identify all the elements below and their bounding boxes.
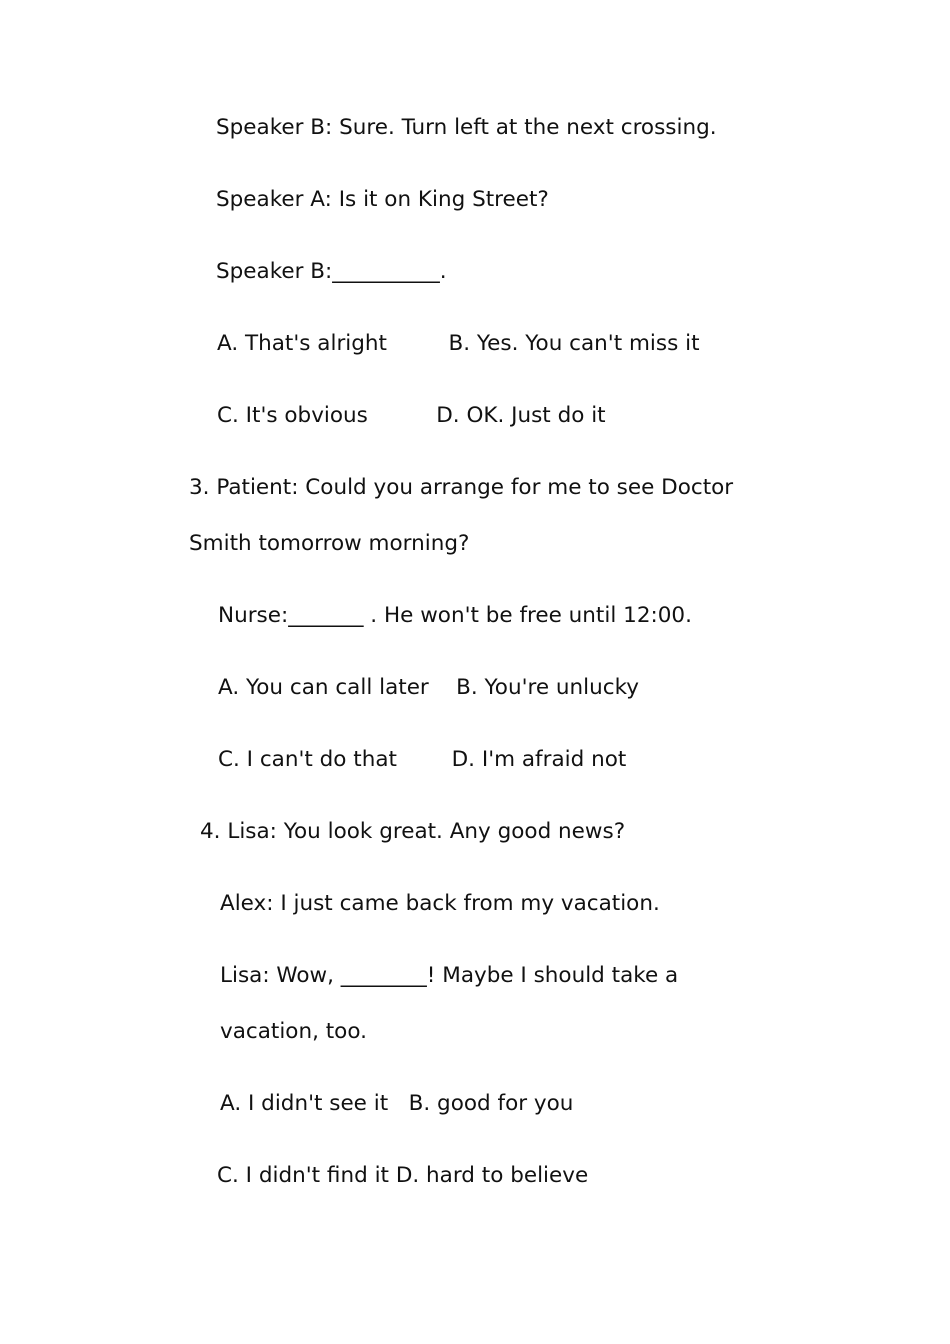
q3-options-a-b: A. You can call later B. You're unlucky [218, 675, 640, 700]
q2-options-a-b: A. That's alright B. Yes. You can't miss it [217, 331, 700, 356]
q3-prompt-line-2: Smith tomorrow morning? [189, 531, 470, 556]
q4-alex-line: Alex: I just came back from my vacation. [220, 891, 660, 916]
q4-lisa-line-1: Lisa: Wow, ________! Maybe I should take a [220, 963, 679, 988]
speaker-a-question-line: Speaker A: Is it on King Street? [216, 187, 549, 212]
q3-options-c-d: C. I can't do that D. I'm afraid not [218, 747, 627, 772]
speaker-b-answer-line: Speaker B: Sure. Turn left at the next crossing. [216, 115, 717, 140]
q4-prompt-line: 4. Lisa: You look great. Any good news? [200, 819, 626, 844]
q3-nurse-line: Nurse:_______ . He won't be free until 12:00. [218, 603, 692, 628]
speaker-b-blank-line: Speaker B:__________. [216, 259, 447, 284]
q4-lisa-line-2: vacation, too. [220, 1019, 367, 1044]
q4-options-c-d: C. I didn't find it D. hard to believe [217, 1163, 589, 1188]
q4-options-a-b: A. I didn't see it B. good for you [220, 1091, 574, 1116]
q3-prompt-line-1: 3. Patient: Could you arrange for me to see Doctor [189, 475, 734, 500]
q2-options-c-d: C. It's obvious D. OK. Just do it [217, 403, 606, 428]
